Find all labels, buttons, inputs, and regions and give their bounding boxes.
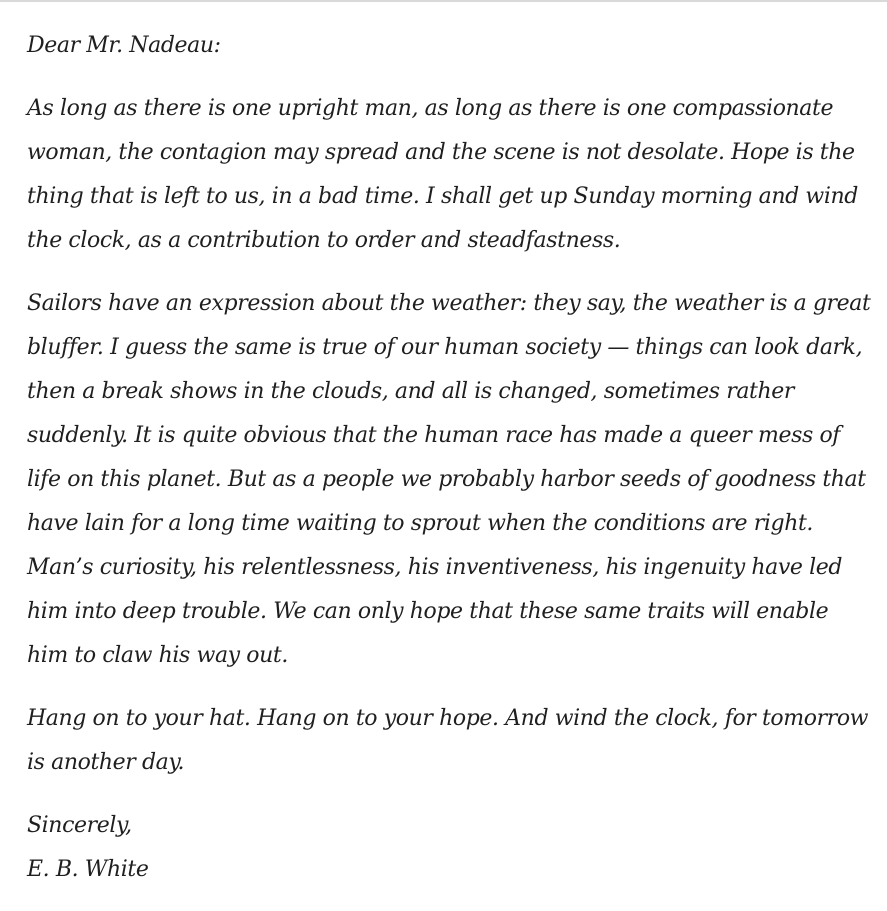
closing: Sincerely, (27, 813, 132, 838)
letter-body (27, 24, 872, 911)
closing-block (27, 804, 872, 892)
paragraph-sailors: Sailors have an expression about the weather: they say, the weather is a great bluffer. I guess the same is true of our human society — things can look dark, then a break shows in the clouds, and all is changed, sometimes rather suddenly. It is quite obvious that the human race has made a queer mess of life on this planet. But as a people we probably harbor seeds of goodness that have lain for a long time waiting to sprout when the conditions are right. Man’s curiosity, his relentlessness, his inventiveness, his ingenuity have led him into deep trouble. We can only hope that these same traits will enable him to claw his way out. (27, 291, 871, 668)
signature: E. B. White (27, 857, 149, 882)
top-divider (0, 0, 887, 2)
paragraph-hope: As long as there is one upright man, as long as there is one compassionate woman, the contagion may spread and the scene is not desolate. Hope is the thing that is left to us, in a bad time. I shall get up Sunday morning and wind the clock, as a contribution to order and steadfastness. (27, 96, 858, 253)
salutation: Dear Mr. Nadeau: (27, 33, 221, 58)
paragraph-hang-on: Hang on to your hat. Hang on to your hope. And wind the clock, for tomorrow is another day. (27, 706, 869, 775)
